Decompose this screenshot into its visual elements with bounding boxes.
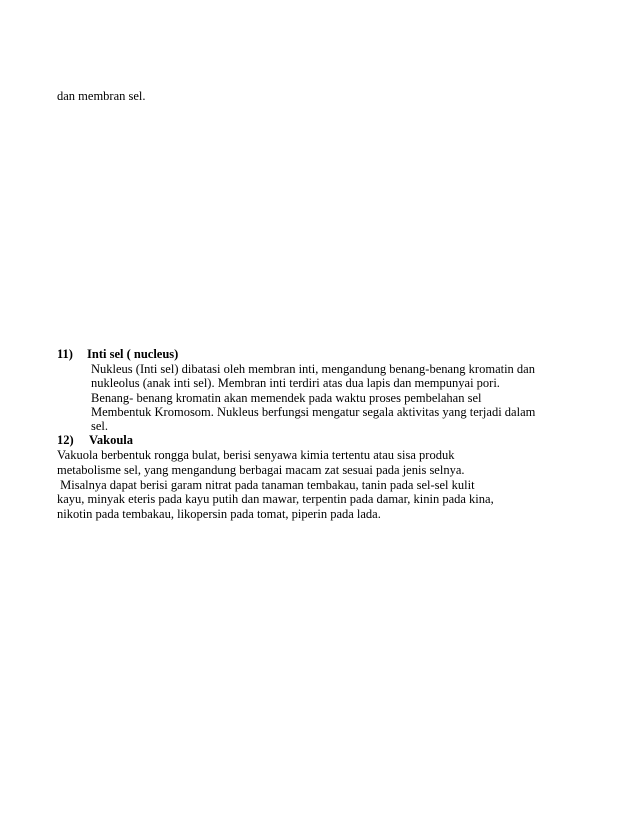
section-heading-vacuole [57,433,133,447]
section-heading-nucleus [57,347,178,361]
paragraph-line: nukleolus (anak inti sel). Membran inti terdiri atas dua lapis dan mempunyai pori. [91,376,500,390]
paragraph-line: Benang- benang kromatin akan memendek pada waktu proses pembelahan sel [91,391,482,405]
section-number: 11) [57,347,73,361]
paragraph-line: Nukleus (Inti sel) dibatasi oleh membran inti, mengandung benang-benang kromatin dan [91,362,535,376]
section-number: 12) [57,433,74,447]
paragraph-line: metabolisme sel, yang mengandung berbagai macam zat sesuai pada jenis selnya. [57,463,465,477]
paragraph-line: Membentuk Kromosom. Nukleus berfungsi mengatur segala aktivitas yang terjadi dalam [91,405,536,419]
paragraph-line: sel. [91,419,109,433]
paragraph-line: Misalnya dapat berisi garam nitrat pada tanaman tembakau, tanin pada sel-sel kulit [57,478,475,492]
paragraph-line: nikotin pada tembakau, likopersin pada tomat, piperin pada lada. [57,507,381,521]
paragraph-line: Vakuola berbentuk rongga bulat, berisi senyawa kimia tertentu atau sisa produk [57,448,455,462]
paragraph-line: kayu, minyak eteris pada kayu putih dan mawar, terpentin pada damar, kinin pada kina, [57,492,494,506]
section-title: Inti sel ( nucleus) [87,347,179,361]
section-title: Vakoula [89,433,134,447]
intro-line: dan membran sel. [57,89,146,103]
